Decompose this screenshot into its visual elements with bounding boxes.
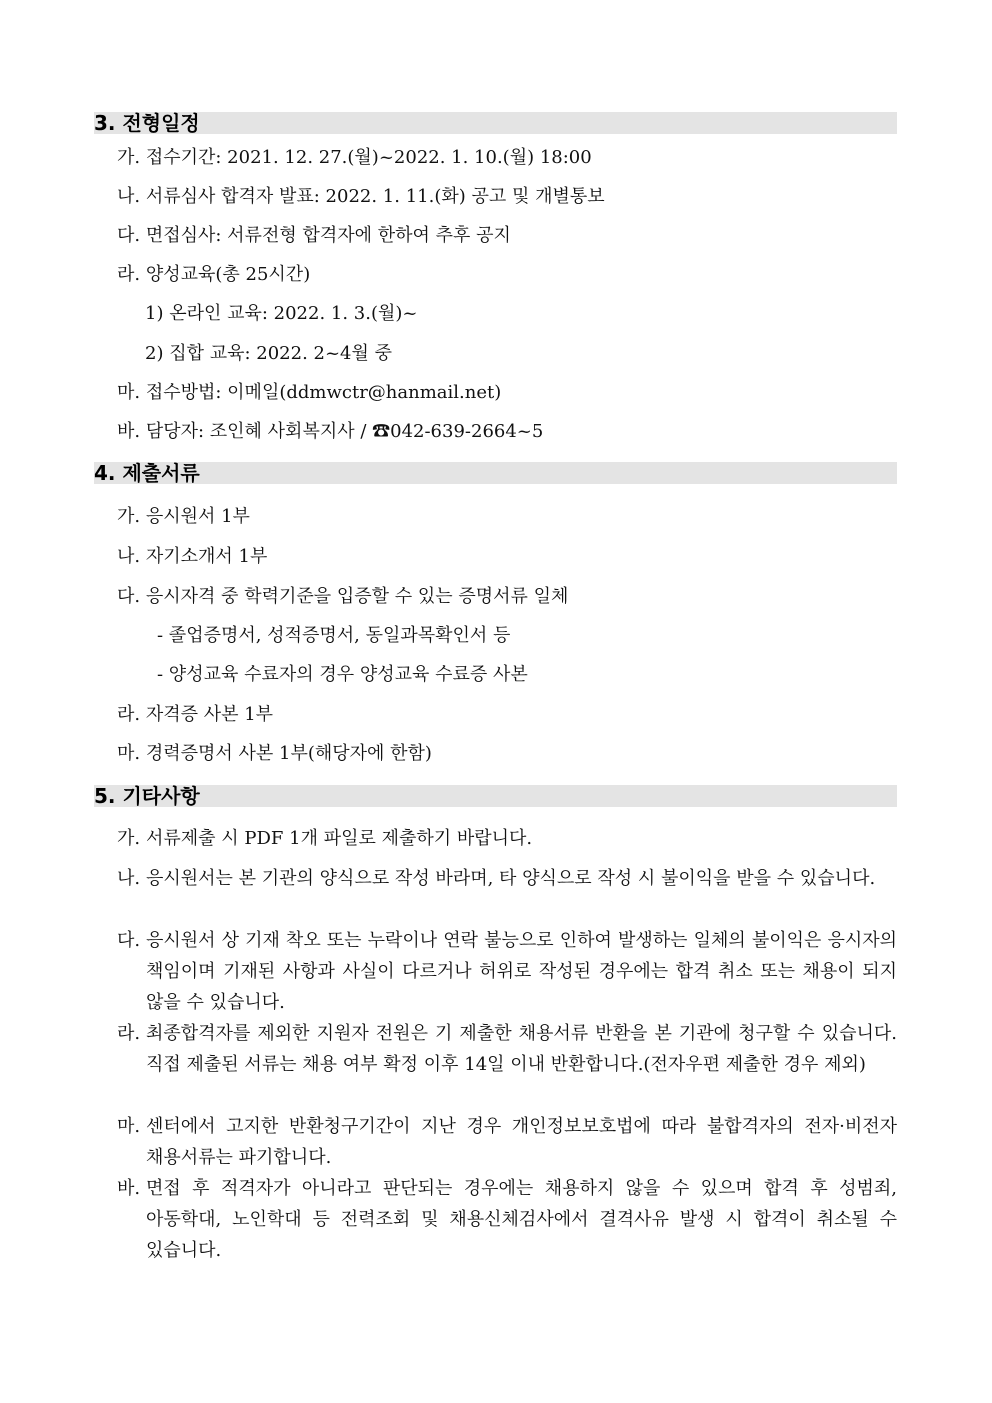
notes-item-document-disposal: 마. 센터에서 고지한 반환청구기간이 지난 경우 개인정보보호법에 따라 불합격자의 전자·비전자 채용서류는 파기합니다.	[117, 1116, 897, 1168]
schedule-item-interview: 다. 면접심사: 서류전형 합격자에 한하여 추후 공지	[117, 225, 511, 246]
notes-item-form-usage: 나. 응시원서는 본 기관의 양식으로 작성 바라며, 타 양식으로 작성 시 불이익을 받을 수 있습니다.	[117, 868, 876, 889]
schedule-item-submission-method: 마. 접수방법: 이메일(ddmwctr@hanmail.net)	[117, 382, 502, 403]
documents-item-license-copy: 라. 자격증 사본 1부	[117, 704, 274, 725]
schedule-subitem-online-training: 1) 온라인 교육: 2022. 1. 3.(월)~	[145, 303, 418, 324]
documents-item-application-form: 가. 응시원서 1부	[117, 506, 250, 527]
documents-subitem-certificates: - 졸업증명서, 성적증명서, 동일과목확인서 등	[157, 625, 511, 646]
documents-subitem-training-certificate: - 양성교육 수료자의 경우 양성교육 수료증 사본	[157, 664, 528, 685]
schedule-item-training: 라. 양성교육(총 25시간)	[117, 264, 311, 285]
section-heading-schedule: 3. 전형일정	[94, 112, 897, 134]
section-heading-other-notes: 5. 기타사항	[94, 785, 897, 807]
documents-item-career-certificate: 마. 경력증명서 사본 1부(해당자에 한함)	[117, 743, 432, 764]
notes-item-disqualification: 바. 면접 후 적격자가 아니라고 판단되는 경우에는 채용하지 않을 수 있으며 합격 후 성범죄, 아동학대, 노인학대 등 전력조회 및 채용신체검사에서 결격사유 발생 시 합격이 취소될 수 있습니다.	[117, 1178, 897, 1261]
schedule-item-contact-person: 바. 담당자: 조인혜 사회복지사 / ☎042-639-2664~5	[117, 421, 544, 442]
documents-item-education-proof: 다. 응시자격 중 학력기준을 입증할 수 있는 증명서류 일체	[117, 586, 569, 607]
notes-item-pdf-submission: 가. 서류제출 시 PDF 1개 파일로 제출하기 바랍니다.	[117, 828, 533, 849]
schedule-item-document-result: 나. 서류심사 합격자 발표: 2022. 1. 11.(화) 공고 및 개별통보	[117, 186, 605, 207]
schedule-item-application-period: 가. 접수기간: 2021. 12. 27.(월)~2022. 1. 10.(월) 18:00	[117, 147, 592, 168]
section-heading-documents: 4. 제출서류	[94, 462, 897, 484]
documents-item-self-introduction: 나. 자기소개서 1부	[117, 546, 268, 567]
schedule-subitem-group-training: 2) 집합 교육: 2022. 2~4월 중	[145, 343, 392, 364]
notes-item-document-return: 라. 최종합격자를 제외한 지원자 전원은 기 제출한 채용서류 반환을 본 기관에 청구할 수 있습니다. 직접 제출된 서류는 채용 여부 확정 이후 14일 이내 반환합니다.(전자우편 제출한 경우 제외)	[117, 1023, 897, 1075]
notes-item-entry-errors: 다. 응시원서 상 기재 착오 또는 누락이나 연락 불능으로 인하여 발생하는 일체의 불이익은 응시자의 책임이며 기재된 사항과 사실이 다르거나 허위로 작성된 경우에는 합격 취소 또는 채용이 되지 않을 수 있습니다.	[117, 930, 897, 1013]
